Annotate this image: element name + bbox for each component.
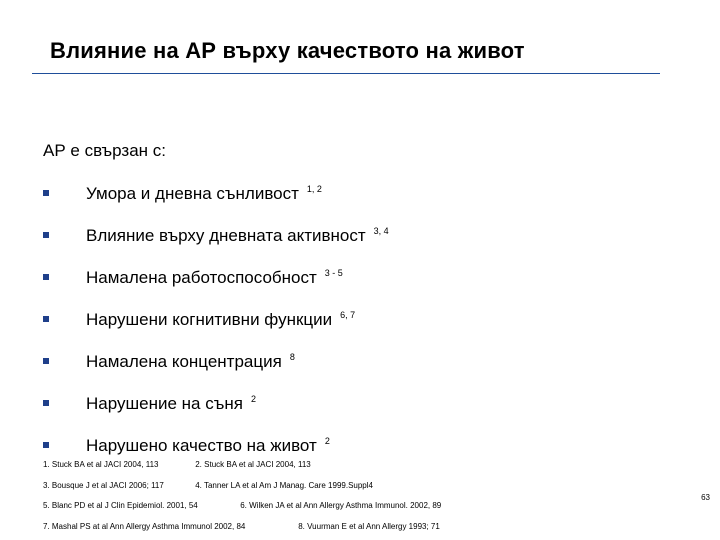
reference-6: 6. Wilken JA et al Ann Allergy Asthma Immunol. 2002, 89 <box>240 501 442 510</box>
bullet-text <box>86 184 322 204</box>
bullet-label: Намалена работоспособност <box>86 268 317 287</box>
bullet-reference: 2 <box>250 394 256 404</box>
reference-1: 1. Stuck BA et al JACI 2004, 113 <box>43 460 159 469</box>
reference-2: 2. Stuck BA et al JACI 2004, 113 <box>195 460 311 469</box>
bullet-text <box>86 394 256 414</box>
bullet-label: Нарушени когнитивни функции <box>86 310 333 329</box>
reference-4: 4. Tanner LA et al Am J Manag. Care 1999.Suppl4 <box>195 481 373 490</box>
slide-title: Влияние на АР върху качеството на живот <box>50 38 525 63</box>
bullet-text <box>86 352 295 372</box>
title-divider <box>32 73 660 74</box>
reference-row <box>43 481 373 490</box>
reference-row <box>43 460 311 469</box>
bullet-text <box>86 436 330 456</box>
bullet-reference: 2 <box>324 436 330 446</box>
reference-3: 3. Bousque J et al JACI 2006; 117 <box>43 481 164 490</box>
square-bullet-icon <box>43 400 49 406</box>
bullet-label: Умора и дневна сънливост <box>86 184 299 203</box>
bullet-label: Нарушено качество на живот <box>86 436 317 455</box>
square-bullet-icon <box>43 316 49 322</box>
reference-8: 8. Vuurman E et al Ann Allergy 1993; 71 <box>298 522 440 531</box>
reference-row <box>43 501 441 510</box>
bullet-label: Намалена концентрация <box>86 352 282 371</box>
bullet-text <box>86 310 355 330</box>
bullet-reference: 3, 4 <box>373 226 389 236</box>
intro-text: АР е свързан с: <box>43 141 167 160</box>
reference-row <box>43 522 440 531</box>
bullet-text <box>86 268 343 288</box>
square-bullet-icon <box>43 190 49 196</box>
square-bullet-icon <box>43 274 49 280</box>
square-bullet-icon <box>43 442 49 448</box>
bullet-reference: 1, 2 <box>306 184 322 194</box>
page-number: 63 <box>701 493 710 502</box>
reference-5: 5. Blanc PD et al J Clin Epidemiol. 2001, 54 <box>43 501 198 510</box>
bullet-reference: 8 <box>289 352 295 362</box>
reference-7: 7. Mashal PS at al Ann Allergy Asthma Immunol 2002, 84 <box>43 522 246 531</box>
square-bullet-icon <box>43 232 49 238</box>
bullet-reference: 6, 7 <box>340 310 356 320</box>
bullet-label: Нарушение на съня <box>86 394 243 413</box>
bullet-text <box>86 226 389 246</box>
square-bullet-icon <box>43 358 49 364</box>
bullet-label: Влияние върху дневната активност <box>86 226 366 245</box>
bullet-reference: 3 - 5 <box>324 268 343 278</box>
